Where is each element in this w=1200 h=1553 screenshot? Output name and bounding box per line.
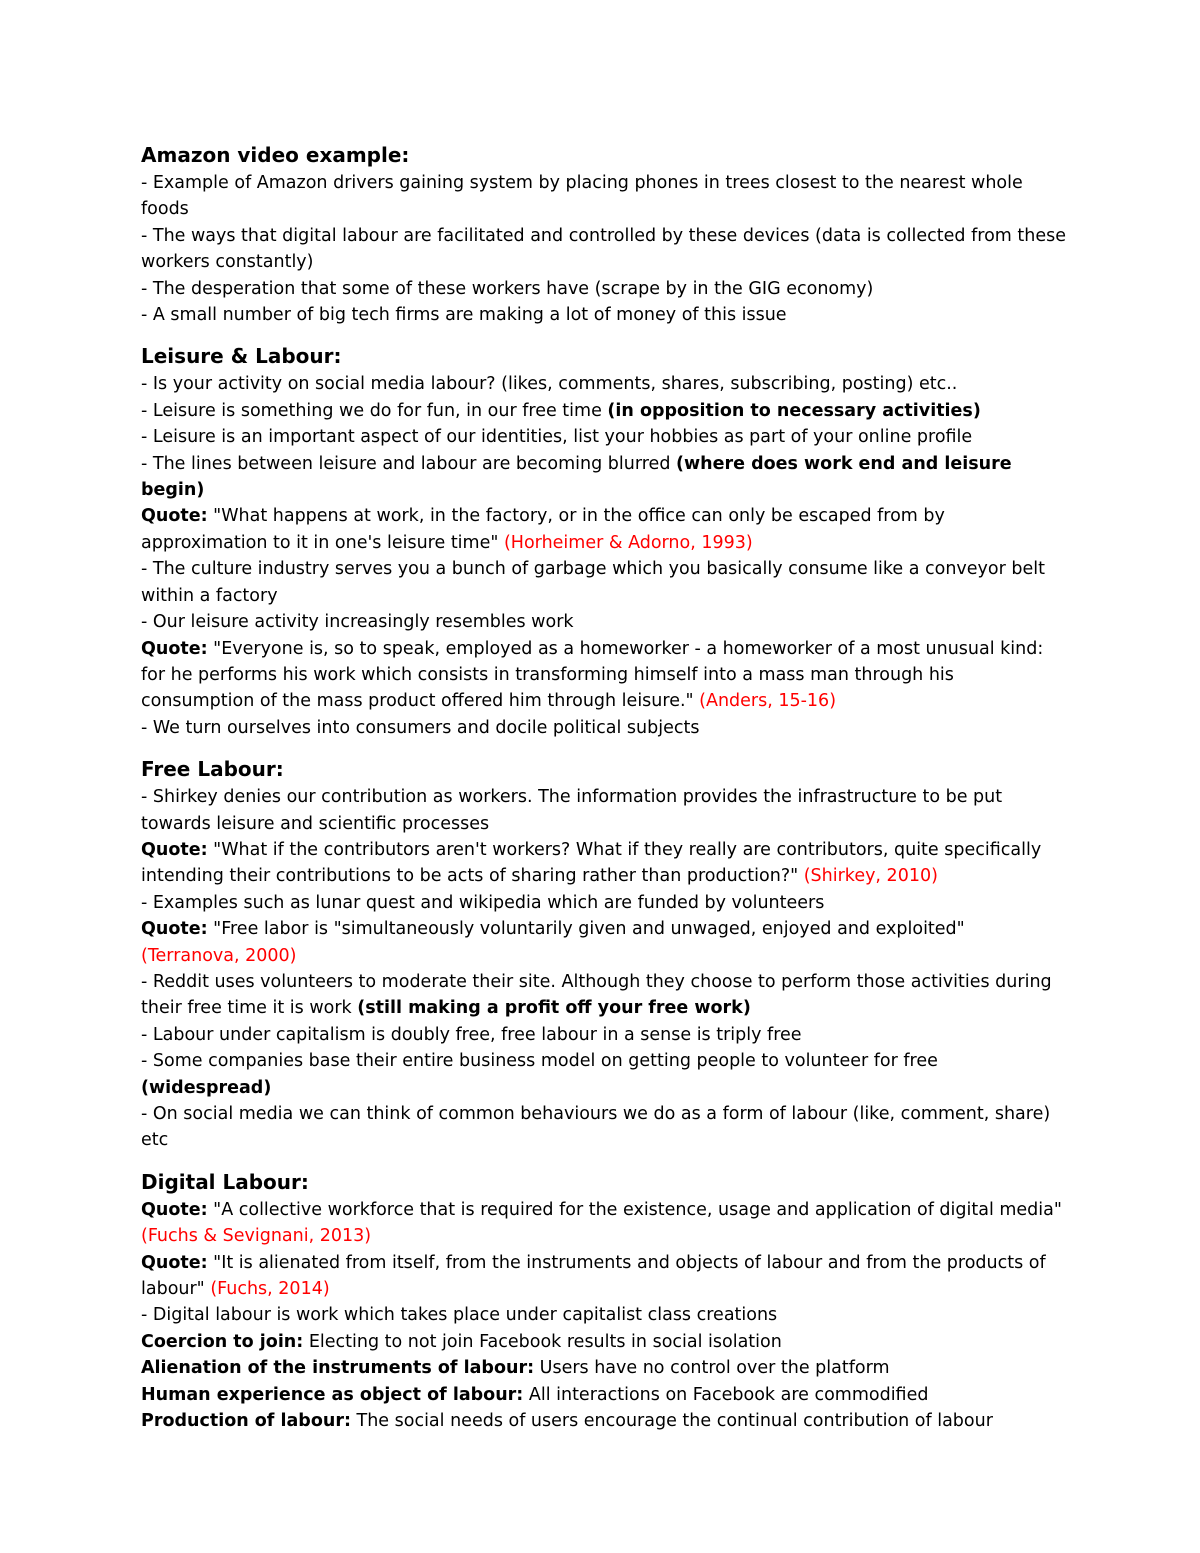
- note-line: [141, 1250, 1066, 1303]
- citation: (Shirkey, 2010): [803, 866, 938, 887]
- document-page: [141, 140, 1066, 1434]
- text-span: "Everyone is, so to speak, employed as a homeworker - a homeworker of a most unusual kind: for he performs his work which consists in transforming himself into a mass man through his consumption of the mass product offered him through leisure.": [141, 638, 1044, 712]
- bold-text: Human experience as object of labour:: [141, 1384, 524, 1405]
- note-line: [141, 1302, 1066, 1328]
- bold-text: (widespread): [141, 1077, 272, 1098]
- text-span: "A collective workforce that is required for the existence, usage and application of digital media": [207, 1199, 1062, 1220]
- note-line: [141, 969, 1066, 1022]
- note-line: [141, 451, 1066, 504]
- note-line: [141, 556, 1066, 609]
- bold-text: (in opposition to necessary activities): [607, 400, 981, 421]
- citation: (Anders, 15-16): [699, 691, 837, 712]
- citation: (Horheimer & Adorno, 1993): [503, 532, 753, 553]
- bold-text: Quote:: [141, 839, 208, 860]
- citation: (Fuchs & Sevignani, 2013): [141, 1226, 372, 1247]
- text-span: The social needs of users encourage the continual contribution of labour: [350, 1411, 993, 1432]
- text-span: "What happens at work, in the factory, or in the office can only be escaped from by approximation to it in one's leisure time": [141, 506, 945, 553]
- section-4: [141, 1167, 1066, 1435]
- text-span: Users have no control over the platform: [534, 1358, 890, 1379]
- note-line: [141, 371, 1066, 397]
- bold-text: Production of labour:: [141, 1411, 351, 1432]
- note-line: [141, 302, 1066, 328]
- text-span: - Some companies base their entire business model on getting people to volunteer for free: [141, 1051, 938, 1072]
- text-span: - Example of Amazon drivers gaining system by placing phones in trees closest to the nearest whole foods: [141, 173, 1023, 220]
- text-span: - Leisure is something we do for fun, in our free time: [141, 400, 608, 421]
- note-line: [141, 398, 1066, 424]
- text-span: - Shirkey denies our contribution as workers. The information provides the infrastructure to be put towards leisure and scientific processes: [141, 787, 1003, 834]
- note-line: [141, 1101, 1066, 1154]
- note-line: [141, 1048, 1066, 1101]
- text-span: - Labour under capitalism is doubly free, free labour in a sense is triply free: [141, 1024, 802, 1045]
- bold-text: Quote:: [141, 1252, 208, 1273]
- note-line: [141, 1022, 1066, 1048]
- note-line: [141, 276, 1066, 302]
- note-line: [141, 890, 1066, 916]
- section-1: [141, 140, 1066, 328]
- bold-text: (still making a profit off your free work): [357, 998, 751, 1019]
- citation: (Terranova, 2000): [141, 945, 297, 966]
- bold-text: (where does work end and leisure begin): [141, 453, 1012, 501]
- bold-text: Alienation of the instruments of labour:: [141, 1358, 535, 1379]
- note-line: [141, 170, 1066, 223]
- note-line: [141, 223, 1066, 276]
- note-line: [141, 503, 1066, 556]
- section-heading: Leisure & Labour:: [141, 344, 342, 369]
- text-span: - The ways that digital labour are facilitated and controlled by these devices (data is collected from these workers constantly): [141, 225, 1066, 273]
- section-heading: Digital Labour:: [141, 1169, 309, 1194]
- bold-text: Quote:: [141, 638, 208, 659]
- note-line: [141, 1408, 1066, 1434]
- note-line: [141, 1355, 1066, 1381]
- bold-text: Coercion to join:: [141, 1331, 304, 1352]
- citation: (Fuchs, 2014): [210, 1279, 330, 1300]
- text-span: - Is your activity on social media labour? (likes, comments, shares, subscribing, posting) etc..: [141, 374, 958, 395]
- section-2: [141, 341, 1066, 741]
- note-line: [141, 1197, 1066, 1250]
- note-line: [141, 609, 1066, 635]
- bold-text: Quote:: [141, 506, 208, 527]
- note-line: [141, 837, 1066, 890]
- text-span: "What if the contributors aren't workers? What if they really are contributors, quite specifically intending their contributions to be acts of sharing rather than production?": [141, 839, 1042, 887]
- note-line: [141, 916, 1066, 969]
- text-span: All interactions on Facebook are commodified: [523, 1384, 929, 1405]
- text-span: - Leisure is an important aspect of our identities, list your hobbies as part of your online profile: [141, 427, 973, 448]
- note-line: [141, 1329, 1066, 1355]
- note-line: [141, 715, 1066, 741]
- text-span: - Reddit uses volunteers to moderate their site. Although they choose to perform those activities during their free time it is work: [141, 971, 1052, 1019]
- note-line: [141, 636, 1066, 715]
- note-line: [141, 424, 1066, 450]
- section-heading: Amazon video example:: [141, 143, 410, 167]
- text-span: - The lines between leisure and labour are becoming blurred: [141, 453, 676, 474]
- section-3: [141, 754, 1066, 1154]
- text-span: "It is alienated from itself, from the instruments and objects of labour and from the products of labour": [141, 1252, 1046, 1300]
- text-span: - The culture industry serves you a bunch of garbage which you basically consume like a conveyor belt within a factory: [141, 559, 1045, 606]
- text-span: - We turn ourselves into consumers and docile political subjects: [141, 717, 700, 738]
- text-span: - Digital labour is work which takes place under capitalist class creations: [141, 1305, 778, 1326]
- bold-text: Quote:: [141, 1199, 208, 1220]
- text-span: Electing to not join Facebook results in social isolation: [303, 1331, 782, 1352]
- text-span: - Our leisure activity increasingly resembles work: [141, 612, 574, 633]
- note-line: [141, 1382, 1066, 1408]
- section-heading: Free Labour:: [141, 757, 284, 782]
- note-line: [141, 784, 1066, 837]
- bold-text: Quote:: [141, 919, 208, 940]
- text-span: - The desperation that some of these workers have (scrape by in the GIG economy): [141, 278, 874, 299]
- text-span: - A small number of big tech firms are making a lot of money of this issue: [141, 305, 787, 326]
- text-span: - Examples such as lunar quest and wikipedia which are funded by volunteers: [141, 892, 825, 913]
- text-span: - On social media we can think of common behaviours we do as a form of labour (like, comment, share) etc: [141, 1104, 1051, 1151]
- text-span: "Free labor is "simultaneously voluntarily given and unwaged, enjoyed and exploited": [207, 919, 965, 940]
